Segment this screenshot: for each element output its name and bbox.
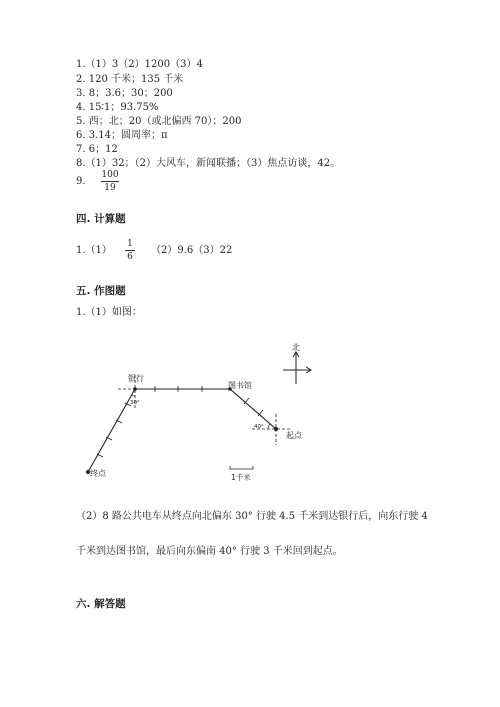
angle-30-label: 30° bbox=[130, 400, 140, 406]
answer-line-6: 6. 3.14；圆周率；π bbox=[76, 130, 168, 141]
section-5-para-line-2: 千米到达图书馆，最后向东偏南 40° 行驶 3 千米回到起点。 bbox=[76, 546, 343, 557]
answer-line-4: 4. 15∶1；93.75% bbox=[76, 102, 159, 113]
section-6-title: 六. 解答题 bbox=[76, 598, 126, 610]
section-4-prefix: 1.（1） bbox=[76, 245, 112, 256]
section-5-title: 五. 作图题 bbox=[76, 285, 126, 297]
compass-icon bbox=[283, 352, 311, 384]
fraction-denominator: 6 bbox=[127, 252, 133, 262]
section-5-para-line-1: （2）8 路公共电车从终点向北偏东 30° 行驶 4.5 千米到达银行后，向东行驶 4 bbox=[76, 511, 428, 522]
bank-label: 银行 bbox=[128, 374, 144, 383]
start-point bbox=[274, 427, 278, 431]
route-segment-end-to-bank bbox=[88, 389, 135, 472]
bank-point bbox=[133, 387, 137, 391]
fraction-numerator: 100 bbox=[101, 170, 119, 180]
section-4-title: 四. 计算题 bbox=[76, 213, 126, 225]
angle-40-arc bbox=[268, 424, 270, 429]
answer-line-1: 1.（1）3（2）1200（3）4 bbox=[76, 59, 203, 70]
route-segment-library-to-start bbox=[230, 389, 276, 429]
fraction-numerator: 1 bbox=[127, 239, 133, 249]
answer-line-8: 8.（1）32；（2）大风车，新闻联播；（3）焦点访谈，42。 bbox=[76, 158, 341, 169]
north-label: 北 bbox=[292, 343, 300, 352]
answer-line-3: 3. 8；3.6；30；200 bbox=[76, 88, 173, 99]
start-label: 起点 bbox=[286, 431, 302, 440]
section-5-item: 1.（1）如图： bbox=[76, 307, 142, 318]
scale-label: 1千米 bbox=[231, 473, 251, 482]
angle-40-label: 40° bbox=[254, 424, 264, 430]
section-4-suffix: （2）9.6（3）22 bbox=[151, 245, 233, 256]
scale-bar bbox=[230, 466, 253, 469]
reference-dashed-lines bbox=[118, 375, 290, 445]
end-label: 终点 bbox=[90, 469, 106, 478]
library-label: 图书馆 bbox=[228, 381, 252, 390]
answer-line-5: 5. 西；北；20（或北偏西 70）；200 bbox=[76, 116, 242, 127]
answer-9-label: 9. bbox=[76, 176, 86, 187]
route-path bbox=[88, 389, 276, 472]
answer-line-7: 7. 6；12 bbox=[76, 144, 118, 155]
answer-line-2: 2. 120 千米；135 千米 bbox=[76, 74, 184, 85]
fraction-denominator: 19 bbox=[104, 183, 116, 193]
